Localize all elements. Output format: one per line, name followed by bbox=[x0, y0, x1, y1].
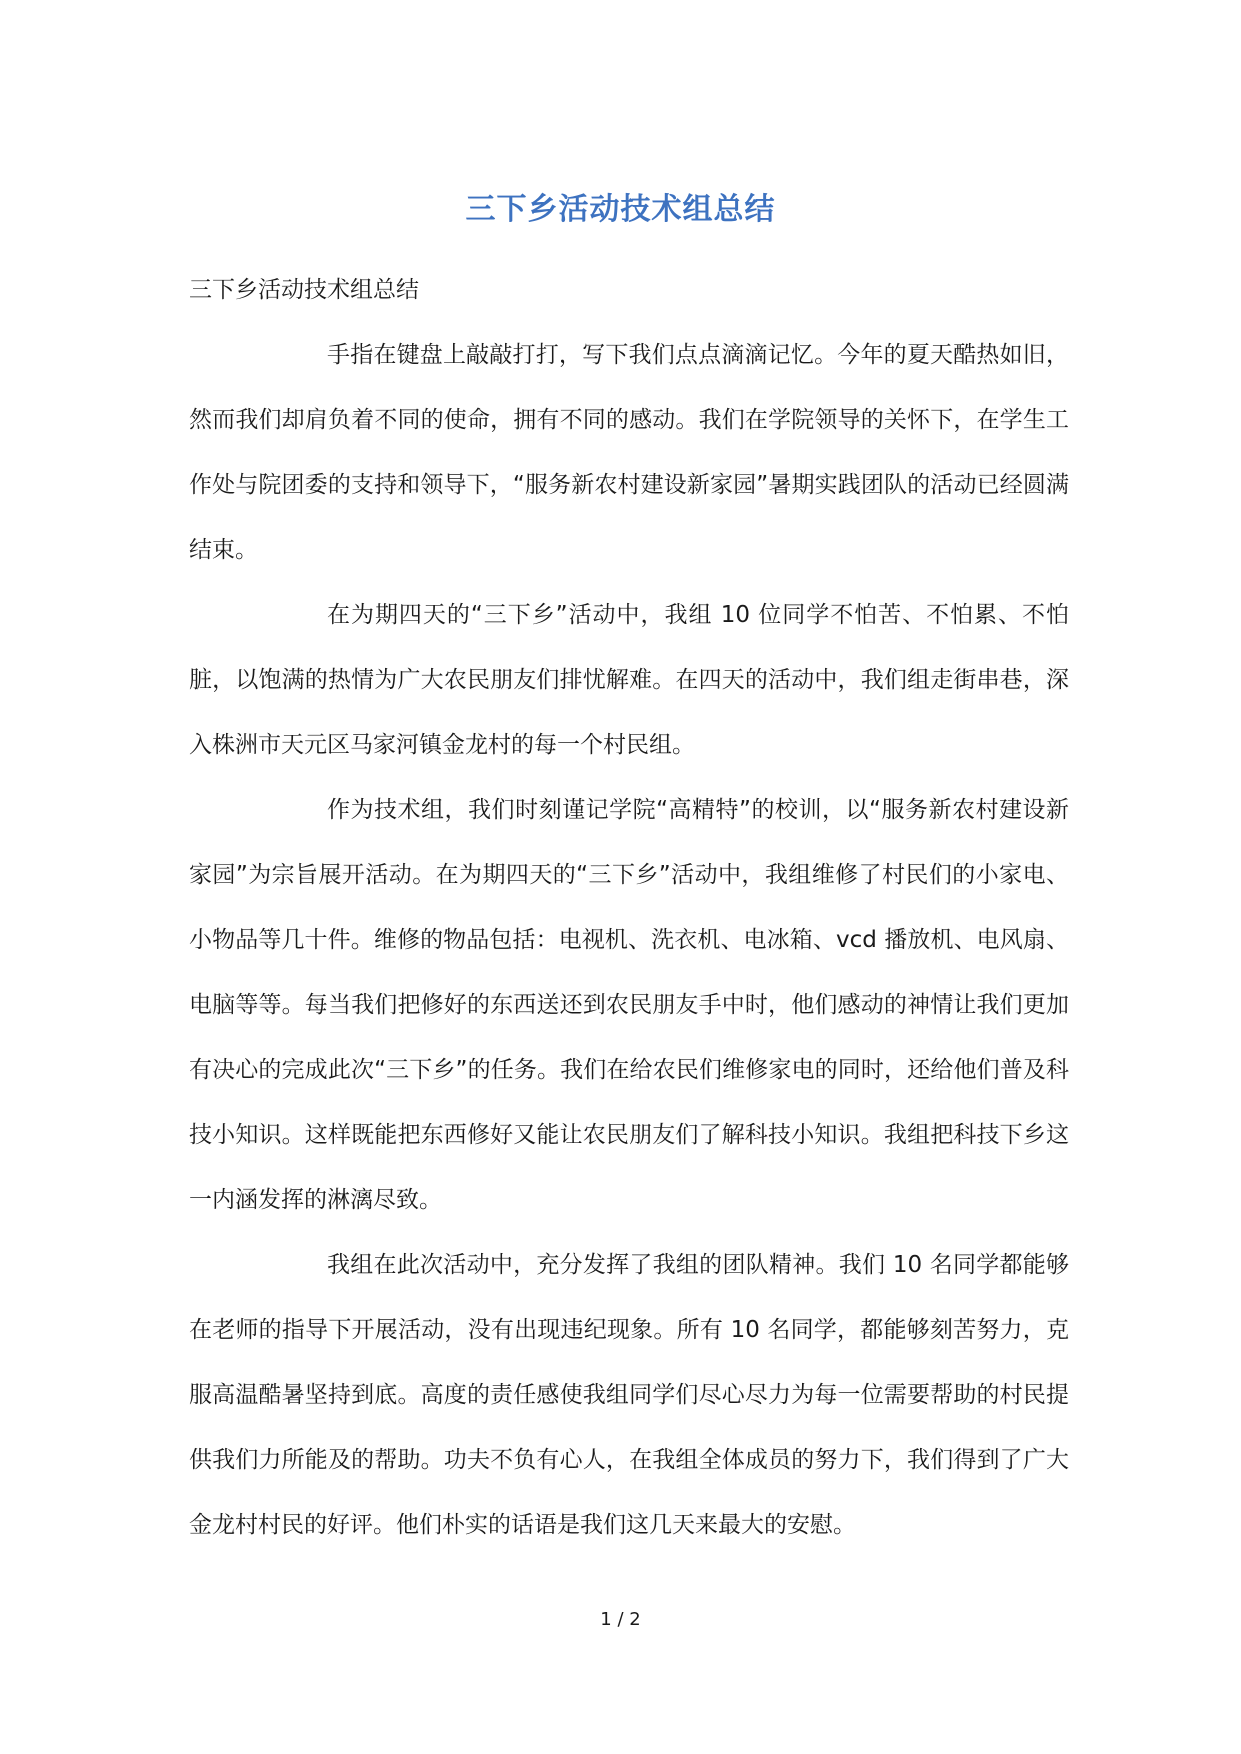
paragraph-3: 作为技术组，我们时刻谨记学院“高精特”的校训，以“服务新农村建设新家园”为宗旨展开活动。在为期四天的“三下乡”活动中，我组维修了村民们的小家电、小物品等几十件。维修的物品包括：电视机、洗衣机、电冰箱、vcd 播放机、电风扇、电脑等等。每当我们把修好的东西送还到农民朋友手中时，他们感动的神情让我们更加有决心的完成此次“三下乡”的任务。我们在给农民们维修家电的同时，还给他们普及科技小知识。这样既能把东西修好又能让农民朋友们了解科技小知识。我组把科技下乡这一内涵发挥的淋漓尽致。 bbox=[189, 797, 1069, 1213]
document-subtitle: 三下乡活动技术组总结 bbox=[189, 277, 419, 303]
paragraph-2: 在为期四天的“三下乡”活动中，我组 10 位同学不怕苦、不怕累、不怕脏，以饱满的热情为广大农民朋友们排忧解难。在四天的活动中，我们组走街串巷，深入株洲市天元区马家河镇金龙村的每一个村民组。 bbox=[189, 602, 1069, 758]
document-title: 三下乡活动技术组总结 bbox=[465, 192, 776, 227]
page-number: 1 / 2 bbox=[600, 1609, 641, 1630]
paragraph-4: 我组在此次活动中，充分发挥了我组的团队精神。我们 10 名同学都能够在老师的指导下开展活动，没有出现违纪现象。所有 10 名同学，都能够刻苦努力，克服高温酷暑坚持到底。高度的责任感使我组同学们尽心尽力为每一位需要帮助的村民提供我们力所能及的帮助。功夫不负有心人，在我组全体成员的努力下，我们得到了广大金龙村村民的好评。他们朴实的话语是我们这几天来最大的安慰。 bbox=[189, 1252, 1069, 1538]
paragraph-1: 手指在键盘上敲敲打打，写下我们点点滴滴记忆。今年的夏天酷热如旧，然而我们却肩负着不同的使命，拥有不同的感动。我们在学院领导的关怀下，在学生工作处与院团委的支持和领导下，“服务新农村建设新家园”暑期实践团队的活动已经圆满结束。 bbox=[189, 342, 1069, 563]
document-body bbox=[189, 258, 1069, 1558]
